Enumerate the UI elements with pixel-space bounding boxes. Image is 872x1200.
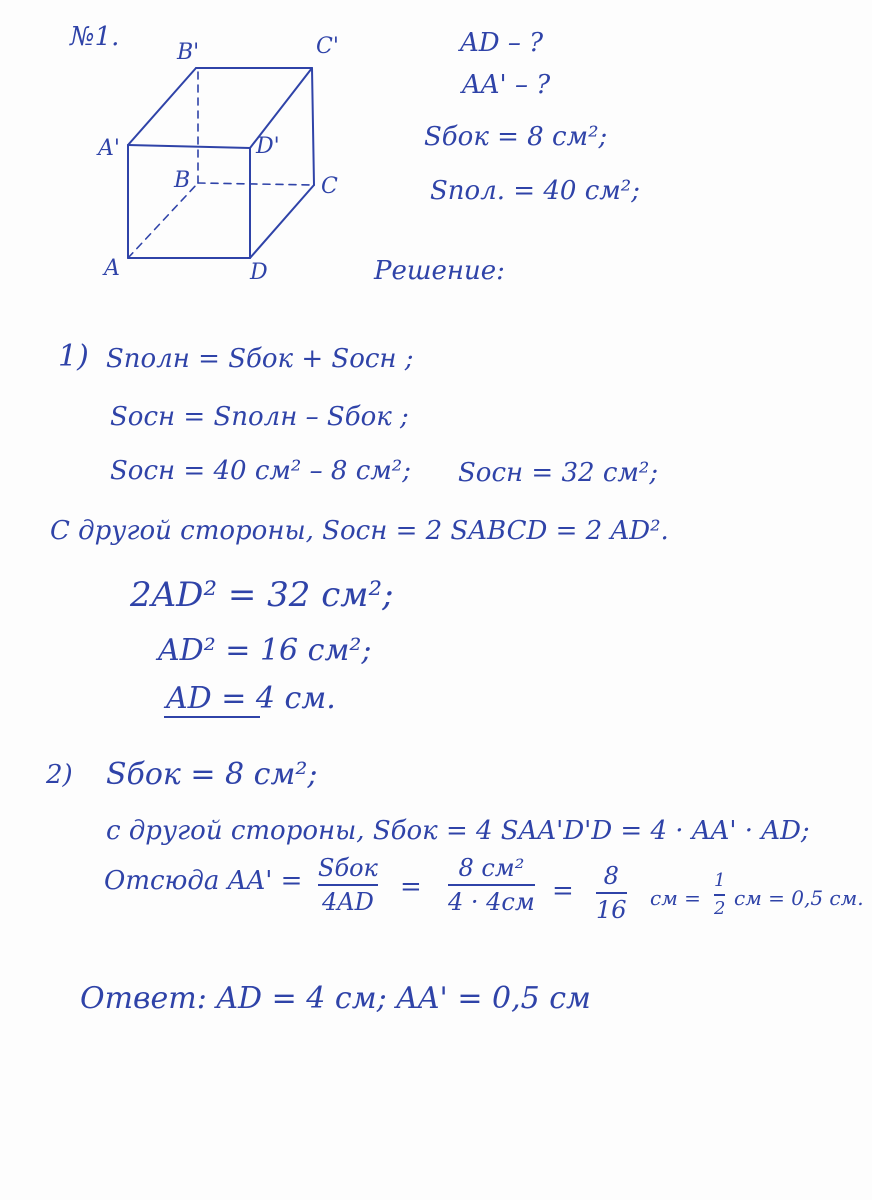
- step2-line1: Sбок = 8 см²;: [106, 757, 318, 792]
- step1-index: 1): [58, 339, 89, 374]
- fraction-bar: [448, 884, 535, 886]
- edge-ab-hidden: [128, 183, 198, 258]
- given-find-aa1: AA' – ?: [462, 70, 551, 100]
- fraction-bar: [318, 884, 378, 886]
- fraction-8cm2-over-16cm: [448, 856, 535, 914]
- step1-line4: С другой стороны, Sосн = 2 SABCD = 2 AD².: [50, 516, 669, 546]
- step1-line2: Sосн = Sполн – Sбок ;: [110, 402, 409, 432]
- answer-line: Ответ: AD = 4 см; AA' = 0,5 см: [80, 981, 591, 1016]
- fraction-bar: [714, 894, 725, 896]
- vertex-label-d1: D': [256, 134, 280, 159]
- vertex-label-d: D: [250, 260, 268, 285]
- problem-number: №1.: [70, 22, 120, 52]
- step1-line3a: Sосн = 40 см² – 8 см²;: [110, 456, 411, 486]
- step1-line5: 2AD² = 32 см²;: [130, 575, 394, 615]
- fraction-numerator: 8 см²: [458, 854, 525, 882]
- step2-line3-prefix: Отсюда AA' =: [104, 866, 303, 896]
- fraction-numerator: Sбок: [318, 854, 378, 882]
- edge-dc: [250, 185, 314, 258]
- edge-cc1: [312, 68, 314, 185]
- edge-bc-hidden: [198, 183, 314, 185]
- step2-tail-b: см = 0,5 см.: [734, 886, 864, 910]
- given-find-ad: AD – ?: [460, 28, 544, 58]
- step1-line1: Sполн = Sбок + Sосн ;: [106, 344, 414, 374]
- vertex-label-b: B: [174, 168, 191, 193]
- step1-line3b: Sосн = 32 см²;: [458, 458, 659, 488]
- step2-index: 2): [46, 760, 73, 790]
- fraction-denominator: 2: [714, 898, 726, 919]
- given-s-full: Sпол. = 40 см²;: [430, 176, 640, 206]
- fraction-sside-over-4ad: [318, 856, 378, 914]
- step1-line7: AD = 4 см.: [166, 681, 336, 716]
- fraction-denominator: 4 · 4см: [448, 888, 535, 916]
- vertex-label-a: A: [104, 256, 120, 281]
- vertex-label-a1: A': [98, 136, 120, 161]
- fraction-one-half: [714, 872, 725, 918]
- step2-line2: с другой стороны, Sбок = 4 SAA'D'D = 4 · AA' · AD;: [106, 816, 810, 846]
- vertex-label-c: C: [321, 174, 338, 199]
- equals-sign-2: =: [552, 876, 574, 906]
- step2-tail-a: см =: [650, 886, 701, 910]
- given-s-side: Sбок = 8 см²;: [424, 122, 608, 152]
- fraction-8-over-16: [596, 864, 627, 922]
- edge-a1b1: [128, 68, 196, 145]
- vertex-label-b1: B': [177, 40, 200, 65]
- vertex-label-c1: C': [316, 34, 339, 59]
- fraction-denominator: 4AD: [322, 888, 374, 916]
- fraction-numerator: 1: [714, 870, 726, 891]
- fraction-numerator: 8: [603, 862, 619, 890]
- step1-result-underline: [164, 716, 260, 718]
- fraction-bar: [596, 892, 627, 894]
- step1-line6: AD² = 16 см²;: [158, 633, 372, 668]
- edge-a1d1: [128, 145, 250, 148]
- equals-sign-1: =: [400, 872, 422, 902]
- fraction-denominator: 16: [596, 896, 627, 924]
- solution-heading: Решение:: [374, 256, 505, 286]
